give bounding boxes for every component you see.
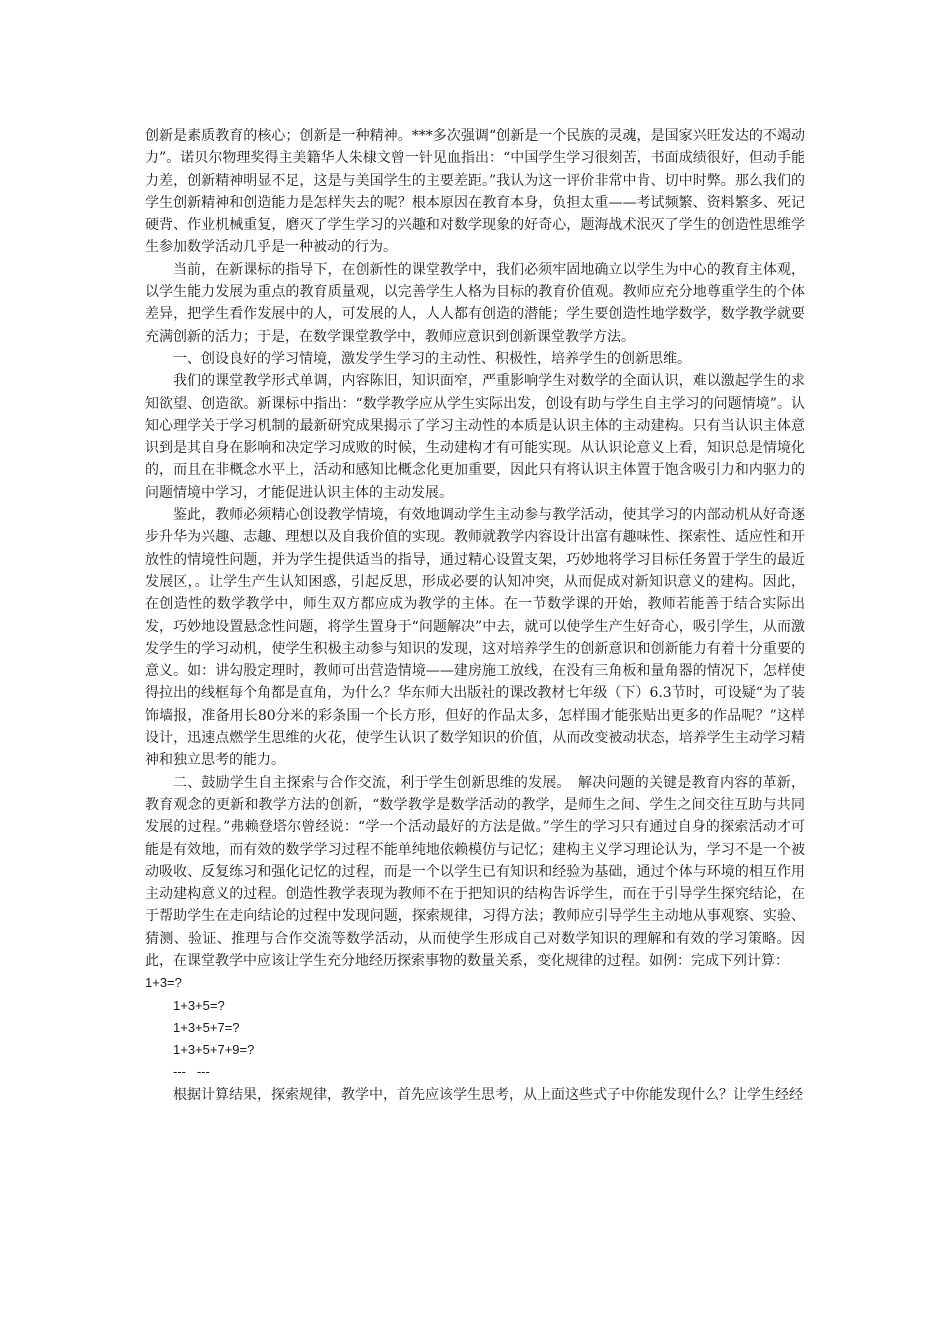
math-line: 1+3=? bbox=[145, 975, 182, 991]
paragraph-classroom: 我们的课堂教学形式单调，内容陈旧，知识面窄，严重影响学生对数学的全面认识，难以激起学生的求知欲望、创造欲。新课标中指出：“数学教学应从学生实际出发，创设有助与学生自主学习的问题情境”。认知心理学关于学习机制的最新研究成果揭示了学习主动性的本质是认识主体的主动建构。只有当认识主体意识到是其自身在影响和决定学习成败的时候，生动建构才有可能实现。从认识论意义上看，知识总是情境化的，而且在非概念水平上，活动和感知比概念化更加重要，因此只有将认识主体置于饱含吸引力和内驱力的问题情境中学习，才能促进认识主体的主动发展。 bbox=[145, 373, 805, 501]
paragraph-current: 当前，在新课标的指导下，在创新性的课堂教学中，我们必须牢固地确立以学生为中心的教育主体观，以学生能力发展为重点的教育质量观，以完善学生人格为目标的教育价值观。教师应充分地尊重学生的个体差异，把学生看作发展中的人，可发展的人，人人都有创造的潜能；学生要创造性地学数学，数学教学就要充满创新的活力；于是，在数学课堂教学中，教师应意识到创新课堂教学方法。 bbox=[145, 261, 805, 345]
paragraph-situation: 鉴此，教师必须精心创设教学情境，有效地调动学生主动参与教学活动，使其学习的内部动机从好奇逐步升华为兴趣、志趣、理想以及自我价值的实现。教师就教学内容设计出富有趣味性、探索性、适应性和开放性的情境性问题，并为学生提供适当的指导，通过精心设置支架，巧妙地将学习目标任务置于学生的最近发展区，。让学生产生认知困惑，引起反思，形成必要的认知冲突，从而促成对新知识意义的建构。因此，在创造性的数学教学中，师生双方都应成为教学的主体。在一节数学课的开始，教师若能善于结合实际出发，巧妙地设置悬念性问题，将学生置身于“问题解决”中去，就可以使学生产生好奇心，吸引学生，从而激发学生的学习动机，使学生积极主动参与知识的发现，这对培养学生的创新意识和创新能力有着十分重要的意义。如：讲勾股定理时，教师可出营造情境——建房施工放线，在没有三角板和量角器的情况下，怎样使得拉出的线框每个角都是直角，为什么？华东师大出版社的课改教材七年级（下）6.3节时，可设疑“为了装饰墙报，准备用长80分米的彩条围一个长方形，但好的作品太多，怎样围才能张贴出更多的作品呢？”这样设计，迅速点燃学生思维的火花，使学生认识了数学知识的价值，从而改变被动状态，培养学生主动学习精神和独立思考的能力。 bbox=[145, 507, 805, 769]
section-heading-2-paragraph: 二、鼓励学生自主探索与合作交流，利于学生创新思维的发展。 解决问题的关键是教育内容的革新，教育观念的更新和教学方法的创新，“数学教学是数学活动的教学，是师生之间、学生之间交往互助与共同发展的过程。”弗赖登塔尔曾经说：“学一个活动最好的方法是做。”学生的学习只有通过自身的探索活动才可能是有效地，而有效的数学学习过程不能单纯地依赖模仿与记忆；建构主义学习理论认为，学习不是一个被动吸收、反复练习和强化记忆的过程，而是一个以学生已有知识和经验为基础，通过个体与环境的相互作用主动建构意义的过程。创造性教学表现为教师不在于把知识的结构告诉学生，而在于引导学生探究结论，在于帮助学生在走向结论的过程中发现问题，探索规律，习得方法；教师应引导学生主动地从事观察、实验、猜测、验证、推理与合作交流等数学活动，从而使学生形成自己对数学知识的理解和有效的学习策略。因此，在课堂教学中应该让学生充分地经历探索事物的数量关系，变化规律的过程。如例：完成下列计算： bbox=[145, 774, 805, 969]
math-line: 1+3+5+7=? bbox=[173, 1019, 240, 1035]
section-heading-1: 一、创设良好的学习情境，激发学生学习的主动性、积极性，培养学生的创新思维。 bbox=[173, 350, 691, 367]
math-line: 1+3+5=? bbox=[173, 997, 225, 1013]
math-example bbox=[145, 972, 805, 1083]
paragraph-closing: 根据计算结果，探索规律，教学中，首先应该学生思考，从上面这些式子中你能发现什么？让学生经经 bbox=[173, 1086, 803, 1103]
math-line: 1+3+5+7+9=? bbox=[173, 1042, 255, 1058]
paragraph-intro: 创新是素质教育的核心；创新是一种精神。***多次强调“创新是一个民族的灵魂，是国家兴旺发达的不竭动力”。诺贝尔物理奖得主美籍华人朱棣文曾一针见血指出：“中国学生学习很刻苦，书面成绩很好，但动手能力差，创新精神明显不足，这是与美国学生的主要差距。”我认为这一评价非常中肯、切中时弊。那么我们的学生创新精神和创造能力是怎样失去的呢？根本原因在教育本身，负担太重——考试频繁、资料繁多、死记硬背、作业机械重复，磨灭了学生学习的兴趣和对数学现象的好奇心，题海战术泯灭了学生的创造性思维学生参加数学活动几乎是一种被动的行为。 bbox=[145, 128, 805, 256]
math-ellipsis: --- --- bbox=[173, 1064, 210, 1080]
document-page bbox=[145, 125, 805, 1106]
